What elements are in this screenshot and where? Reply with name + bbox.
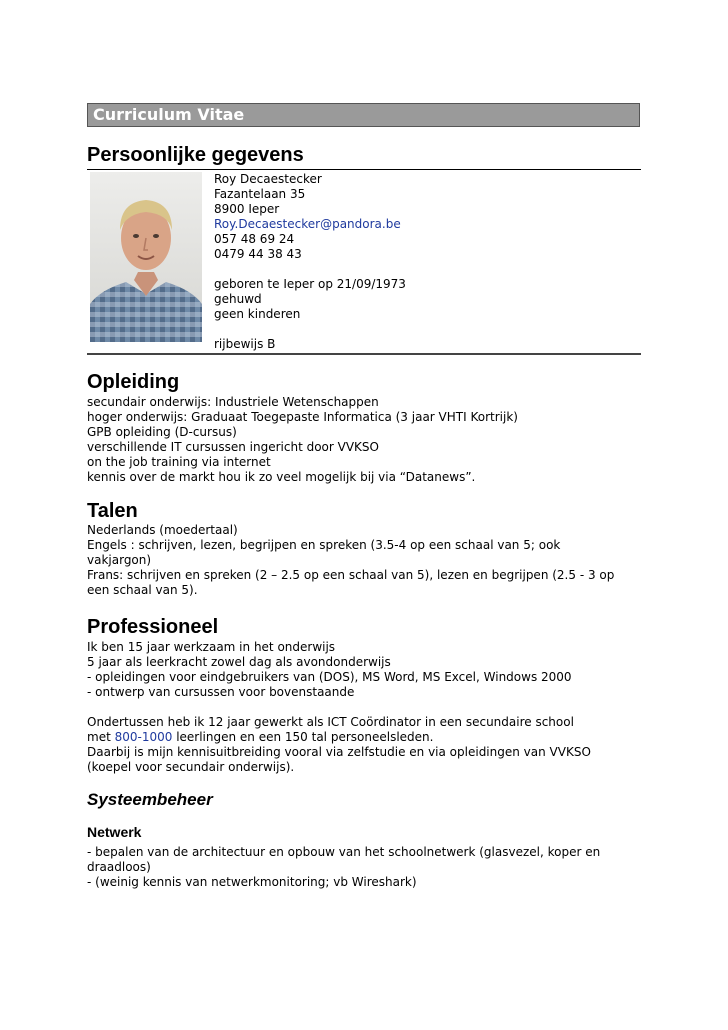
list-item: een schaal van 5). xyxy=(87,583,198,597)
education-heading: Opleiding xyxy=(87,371,180,393)
list-item: - (weinig kennis van netwerkmonitoring; vb Wireshark) xyxy=(87,875,417,889)
contact-mobile: 0479 44 38 43 xyxy=(214,247,302,261)
paragraph-line: Daarbij is mijn kennisuitbreiding vooral via zelfstudie en via opleidingen van VVKSO xyxy=(87,745,591,759)
list-item: Ik ben 15 jaar werkzaam in het onderwijs xyxy=(87,640,336,654)
list-item: on the job training via internet xyxy=(87,455,271,469)
cv-title-bar: Curriculum Vitae xyxy=(87,103,640,127)
list-item: - opleidingen voor eindgebruikers van (DOS), MS Word, MS Excel, Windows 2000 xyxy=(87,670,572,684)
list-item: draadloos) xyxy=(87,860,151,874)
list-item: - bepalen van de architectuur en opbouw van het schoolnetwerk (glasvezel, koper en xyxy=(87,845,601,859)
contact-marital: gehuwd xyxy=(214,292,262,306)
contact-block xyxy=(214,172,634,352)
contact-name: Roy Decaestecker xyxy=(214,172,322,186)
list-item: - ontwerp van cursussen voor bovenstaande xyxy=(87,685,355,699)
text-fragment: met xyxy=(87,730,115,744)
paragraph-line xyxy=(87,730,643,745)
contact-email-link[interactable]: Roy.Decaestecker@pandora.be xyxy=(214,217,401,231)
paragraph-line: Ondertussen heb ik 12 jaar gewerkt als ICT Coördinator in een secundaire school xyxy=(87,715,574,729)
list-item: kennis over de markt hou ik zo veel mogelijk bij via “Datanews”. xyxy=(87,470,476,484)
list-item: vakjargon) xyxy=(87,553,152,567)
text-fragment: leerlingen en een 150 tal personeelsleden. xyxy=(172,730,434,744)
list-item: hoger onderwijs: Graduaat Toegepaste Informatica (3 jaar VHTI Kortrijk) xyxy=(87,410,518,424)
contact-phone: 057 48 69 24 xyxy=(214,232,295,246)
portrait-photo xyxy=(90,172,202,342)
list-item: Nederlands (moedertaal) xyxy=(87,523,238,537)
list-item: secundair onderwijs: Industriele Wetenschappen xyxy=(87,395,379,409)
students-count-link[interactable]: 800-1000 xyxy=(114,730,173,744)
spacer xyxy=(214,322,634,337)
paragraph-line: (koepel voor secundair onderwijs). xyxy=(87,760,295,774)
professional-list xyxy=(87,640,643,700)
network-list xyxy=(87,845,643,890)
languages-heading: Talen xyxy=(87,500,138,522)
contact-street: Fazantelaan 35 xyxy=(214,187,306,201)
list-item: verschillende IT cursussen ingericht door VVKSO xyxy=(87,440,379,454)
network-heading: Netwerk xyxy=(87,824,142,840)
portrait-photo-icon xyxy=(90,172,202,342)
personal-heading: Persoonlijke gegevens xyxy=(87,144,304,166)
spacer xyxy=(214,262,634,277)
list-item: Engels : schrijven, lezen, begrijpen en spreken (3.5-4 op een schaal van 5; ook xyxy=(87,538,561,552)
coordinator-paragraph xyxy=(87,715,643,775)
contact-children: geen kinderen xyxy=(214,307,301,321)
sysadmin-heading: Systeembeheer xyxy=(87,790,213,809)
list-item: Frans: schrijven en spreken (2 – 2.5 op een schaal van 5), lezen en begrijpen (2.5 - 3 op xyxy=(87,568,615,582)
education-list xyxy=(87,395,643,485)
contact-license: rijbewijs B xyxy=(214,337,276,351)
list-item: 5 jaar als leerkracht zowel dag als avondonderwijs xyxy=(87,655,391,669)
list-item: GPB opleiding (D-cursus) xyxy=(87,425,237,439)
languages-list xyxy=(87,523,643,598)
contact-city: 8900 Ieper xyxy=(214,202,280,216)
contact-born: geboren te Ieper op 21/09/1973 xyxy=(214,277,406,291)
professional-heading: Professioneel xyxy=(87,616,219,638)
